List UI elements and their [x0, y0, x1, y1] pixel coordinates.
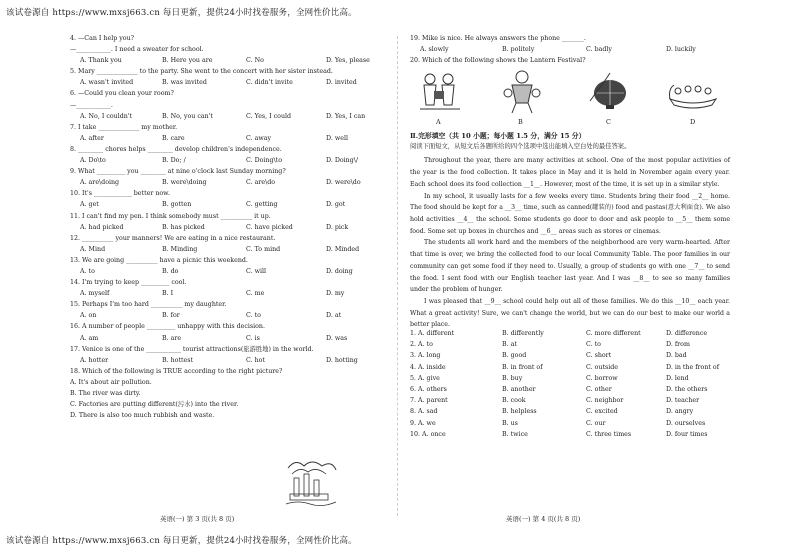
option: B. No, you can't: [162, 112, 213, 120]
option: C. hot: [246, 356, 265, 364]
picture-label: D: [690, 118, 696, 127]
question-line: D. There is also too much rubbish and waste.: [70, 412, 215, 420]
option: C. me: [246, 290, 265, 298]
option: C. borrow: [586, 374, 618, 382]
option: B. I: [162, 290, 174, 298]
passage-paragraph: Throughout the year, there are many activities at school. One of the most popular activities of the year is the food collection. It takes place in May and it is held in November again every year. Each school does its food collection __1__. However, most of the time, it is set up in a similar style.: [410, 157, 730, 188]
option: C. more different: [586, 330, 641, 338]
picture-b-icon: [498, 69, 546, 115]
option: C. excited: [586, 408, 618, 416]
option: A. myself: [80, 290, 110, 298]
option: C. will: [246, 267, 267, 275]
option: C. to: [586, 341, 601, 349]
cloze-row: [410, 409, 730, 420]
option: B. was invited: [162, 79, 207, 87]
page-divider: [397, 36, 398, 516]
cloze-row: [410, 432, 730, 443]
option: 8. A. sad: [410, 408, 438, 416]
option: 2. A. to: [410, 341, 433, 349]
left-footer: 英语(一) 第 3 页(共 8 页): [160, 515, 235, 523]
option: D. hotting: [326, 356, 358, 364]
question-line: 9. What _________ you ________ at nine o'clock last Sunday morning?: [70, 168, 286, 176]
section-instruction: 阅读下面短文，从短文后各题所给的四个选项中选出能填入空白处的最佳答案。: [410, 143, 631, 151]
question-line: 8. ________ chores helps ________ develop children's independence.: [70, 145, 282, 153]
question-line: A. It's about air pollution.: [70, 378, 152, 386]
question-19: 19. Mike is nice. He always answers the phone _______.: [410, 35, 586, 42]
option: C. getting: [246, 201, 278, 209]
option: 6. A. others: [410, 385, 447, 393]
option: C. badly: [586, 46, 612, 54]
option: D. bad: [666, 352, 687, 360]
passage-paragraph: In my school, it usually lasts for a few weeks every time. Students bring their food __2__ home. The food should be kept for a __3__ time, such as canned(罐装的) food and pastas(意大利面食). We also hold activities __4__ the school. Some students go door to door and ask people to __5__ them some food. Some set up boxes in churches and __6__ areas such as stores or cinemas.: [410, 192, 730, 235]
option: A. are\doing: [80, 179, 120, 187]
option: D. teacher: [666, 397, 700, 405]
question-line: 10. It's ____________ better now.: [70, 190, 170, 198]
option: B. gotten: [162, 201, 192, 209]
option: D. at: [326, 312, 342, 320]
option: C. our: [586, 419, 606, 427]
question-line: 13. We are going __________ have a picnic this weekend.: [70, 256, 248, 264]
option: B. for: [162, 312, 180, 320]
option: D. my: [326, 290, 345, 298]
picture-a-icon: [416, 71, 464, 115]
option: C. away: [246, 134, 272, 142]
option: A. get: [80, 201, 99, 209]
option: A. Mind: [80, 245, 106, 253]
option: B. helpless: [502, 408, 537, 416]
question-line: 11. I can't find my pen. I think somebody must __________ it up.: [70, 212, 271, 220]
option: 4. A. inside: [410, 363, 446, 371]
option: B. buy: [502, 374, 523, 382]
option: B. care: [162, 134, 185, 142]
option: C. is: [246, 334, 260, 342]
option: B. Minding: [162, 245, 198, 253]
option: D. was: [326, 334, 348, 342]
option: A. slowly: [420, 46, 449, 54]
question-line: 7. I take _____________ my mother.: [70, 123, 178, 131]
option: D. doing: [326, 267, 353, 275]
cloze-row: [410, 353, 730, 364]
option: 10. A. once: [410, 430, 446, 438]
question-20: 20. Which of the following shows the Lantern Festival?: [410, 57, 586, 65]
option: C. Yes, I could: [246, 112, 292, 120]
question-line: 4. —Can I help you?: [70, 35, 135, 42]
option: C. To mind: [246, 245, 281, 253]
option: D. pick: [326, 223, 349, 231]
option: D. from: [666, 341, 690, 349]
question-line: —___________. I need a sweater for school.: [70, 46, 204, 54]
option: A. on: [80, 312, 97, 320]
question-line: C. Factories are putting different(污水) into the river.: [70, 401, 239, 409]
question-line: 5. Mary _____________ to the party. She went to the concert with her sister instead.: [70, 68, 333, 76]
option: B. good: [502, 352, 527, 360]
option: B. are: [162, 334, 182, 342]
lantern-pictures: [410, 69, 730, 127]
option: C. didn't invite: [246, 79, 293, 87]
option: B. in front of: [502, 363, 543, 371]
watermark-bottom: 该试卷源自 https://www.mxsj663.cn 每日更新，提供24小时找卷服务，全网性价比高。: [6, 536, 357, 546]
option: D. difference: [666, 330, 708, 338]
question-line: —___________.: [70, 101, 113, 109]
option: A. had picked: [80, 223, 124, 231]
option: C. No: [246, 57, 264, 65]
option: B. do: [162, 267, 179, 275]
option: C. have picked: [246, 223, 293, 231]
cloze-options: [410, 331, 730, 443]
question-line: 14. I'm trying to keep _________ cool.: [70, 279, 187, 287]
option: B. hottest: [162, 356, 194, 364]
option: 5. A. give: [410, 374, 440, 382]
picture-label: C: [606, 118, 611, 127]
section-heading: Ⅱ.完形填空（共 10 小题；每小题 1.5 分，满分 15 分）: [410, 132, 586, 141]
option: 1. A. different: [410, 330, 455, 338]
option: A. No, I couldn't: [80, 112, 133, 120]
option: D. invited: [326, 79, 357, 87]
picture-d-icon: [668, 77, 718, 111]
left-page: [70, 36, 390, 424]
option: 3. A. long: [410, 352, 441, 360]
option: C. to: [246, 312, 261, 320]
option: D. ourselves: [666, 419, 706, 427]
option: D. four times: [666, 430, 708, 438]
option: A. am: [80, 334, 99, 342]
passage-paragraph: I was pleased that __9__ school could help out all of these families. We do this __10__ each year. What a great activity! Sure, we can't change the world, but we can do our best to make our world a better place.: [410, 297, 730, 329]
right-page: [410, 36, 730, 443]
picture-label: B: [518, 118, 523, 127]
watermark-top: 该试卷源自 https://www.mxsj663.cn 每日更新，提供24小时找卷服务，全网性价比高。: [6, 8, 357, 18]
question-line: 16. A number of people _________ unhappy with this decision.: [70, 323, 265, 331]
option: B. Here you are: [162, 57, 213, 65]
option: D. lend: [666, 374, 689, 382]
option: D. Yes, I can: [326, 112, 366, 120]
option-row: [70, 202, 390, 213]
option: C. three times: [586, 430, 632, 438]
option: B. cook: [502, 397, 526, 405]
option: B. Do; /: [162, 157, 186, 165]
question-line: 17. Venice is one of the ___________ tourist attractions(旅游胜地) in the world.: [70, 345, 314, 353]
option: B. at: [502, 341, 517, 349]
question-line: 15. Perhaps I'm too hard __________ my daughter.: [70, 301, 227, 309]
option: A. hotter: [80, 356, 109, 364]
option: D. well: [326, 134, 348, 142]
pollution-picture: [282, 456, 340, 508]
option: B. twice: [502, 430, 528, 438]
option: D. angry: [666, 408, 694, 416]
option: D. the others: [666, 385, 708, 393]
option: D. Doing\/: [326, 157, 359, 165]
option: C. other: [586, 385, 612, 393]
option: 9. A. we: [410, 419, 436, 427]
option: B. were\doing: [162, 179, 207, 187]
option: C. Doing\to: [246, 157, 282, 165]
question-line: B. The river was dirty.: [70, 390, 141, 397]
option: B. has picked: [162, 223, 205, 231]
option: D. got: [326, 201, 346, 209]
option: C. are\do: [246, 179, 276, 187]
option: A. wasn't invited: [80, 79, 134, 87]
option: B. politely: [502, 46, 535, 54]
picture-c-icon: [586, 71, 632, 113]
option: A. to: [80, 267, 95, 275]
option: B. another: [502, 385, 536, 393]
option: D. were\do: [326, 179, 361, 187]
option: D. Minded: [326, 245, 360, 253]
option: B. differently: [502, 330, 544, 338]
option: D. luckily: [666, 46, 696, 54]
picture-label: A: [436, 118, 441, 127]
question-line: 18. Which of the following is TRUE according to the right picture?: [70, 367, 283, 375]
passage-paragraph: The students all work hard and the members of the neighborhood are very warm-hearted. After that time is over, we bring the collected food to our local Community Table. The poor families in our community can get some food if they need to. Usually, a group of students go with one __7__ to send the food. I sent food with our English teacher last year. And I was __8__ to see so many families under the problem of hunger.: [410, 239, 730, 294]
option: 7. A. parent: [410, 397, 448, 405]
right-footer: 英语(一) 第 4 页(共 8 页): [506, 515, 581, 523]
option: D. Yes, please: [326, 57, 370, 65]
option: A. after: [80, 134, 104, 142]
option: A. Do\to: [80, 157, 106, 165]
option: B. us: [502, 419, 518, 427]
option: C. short: [586, 352, 612, 360]
option: C. neighbor: [586, 397, 624, 405]
option-row: [70, 336, 390, 347]
question-line: 6. —Could you clean your room?: [70, 90, 174, 98]
option: D. in the front of: [666, 363, 720, 371]
option: C. outside: [586, 363, 618, 371]
option: A. Thank you: [80, 57, 122, 65]
question-line: 12. __________ your manners! We are eating in a nice restaurant.: [70, 234, 276, 242]
